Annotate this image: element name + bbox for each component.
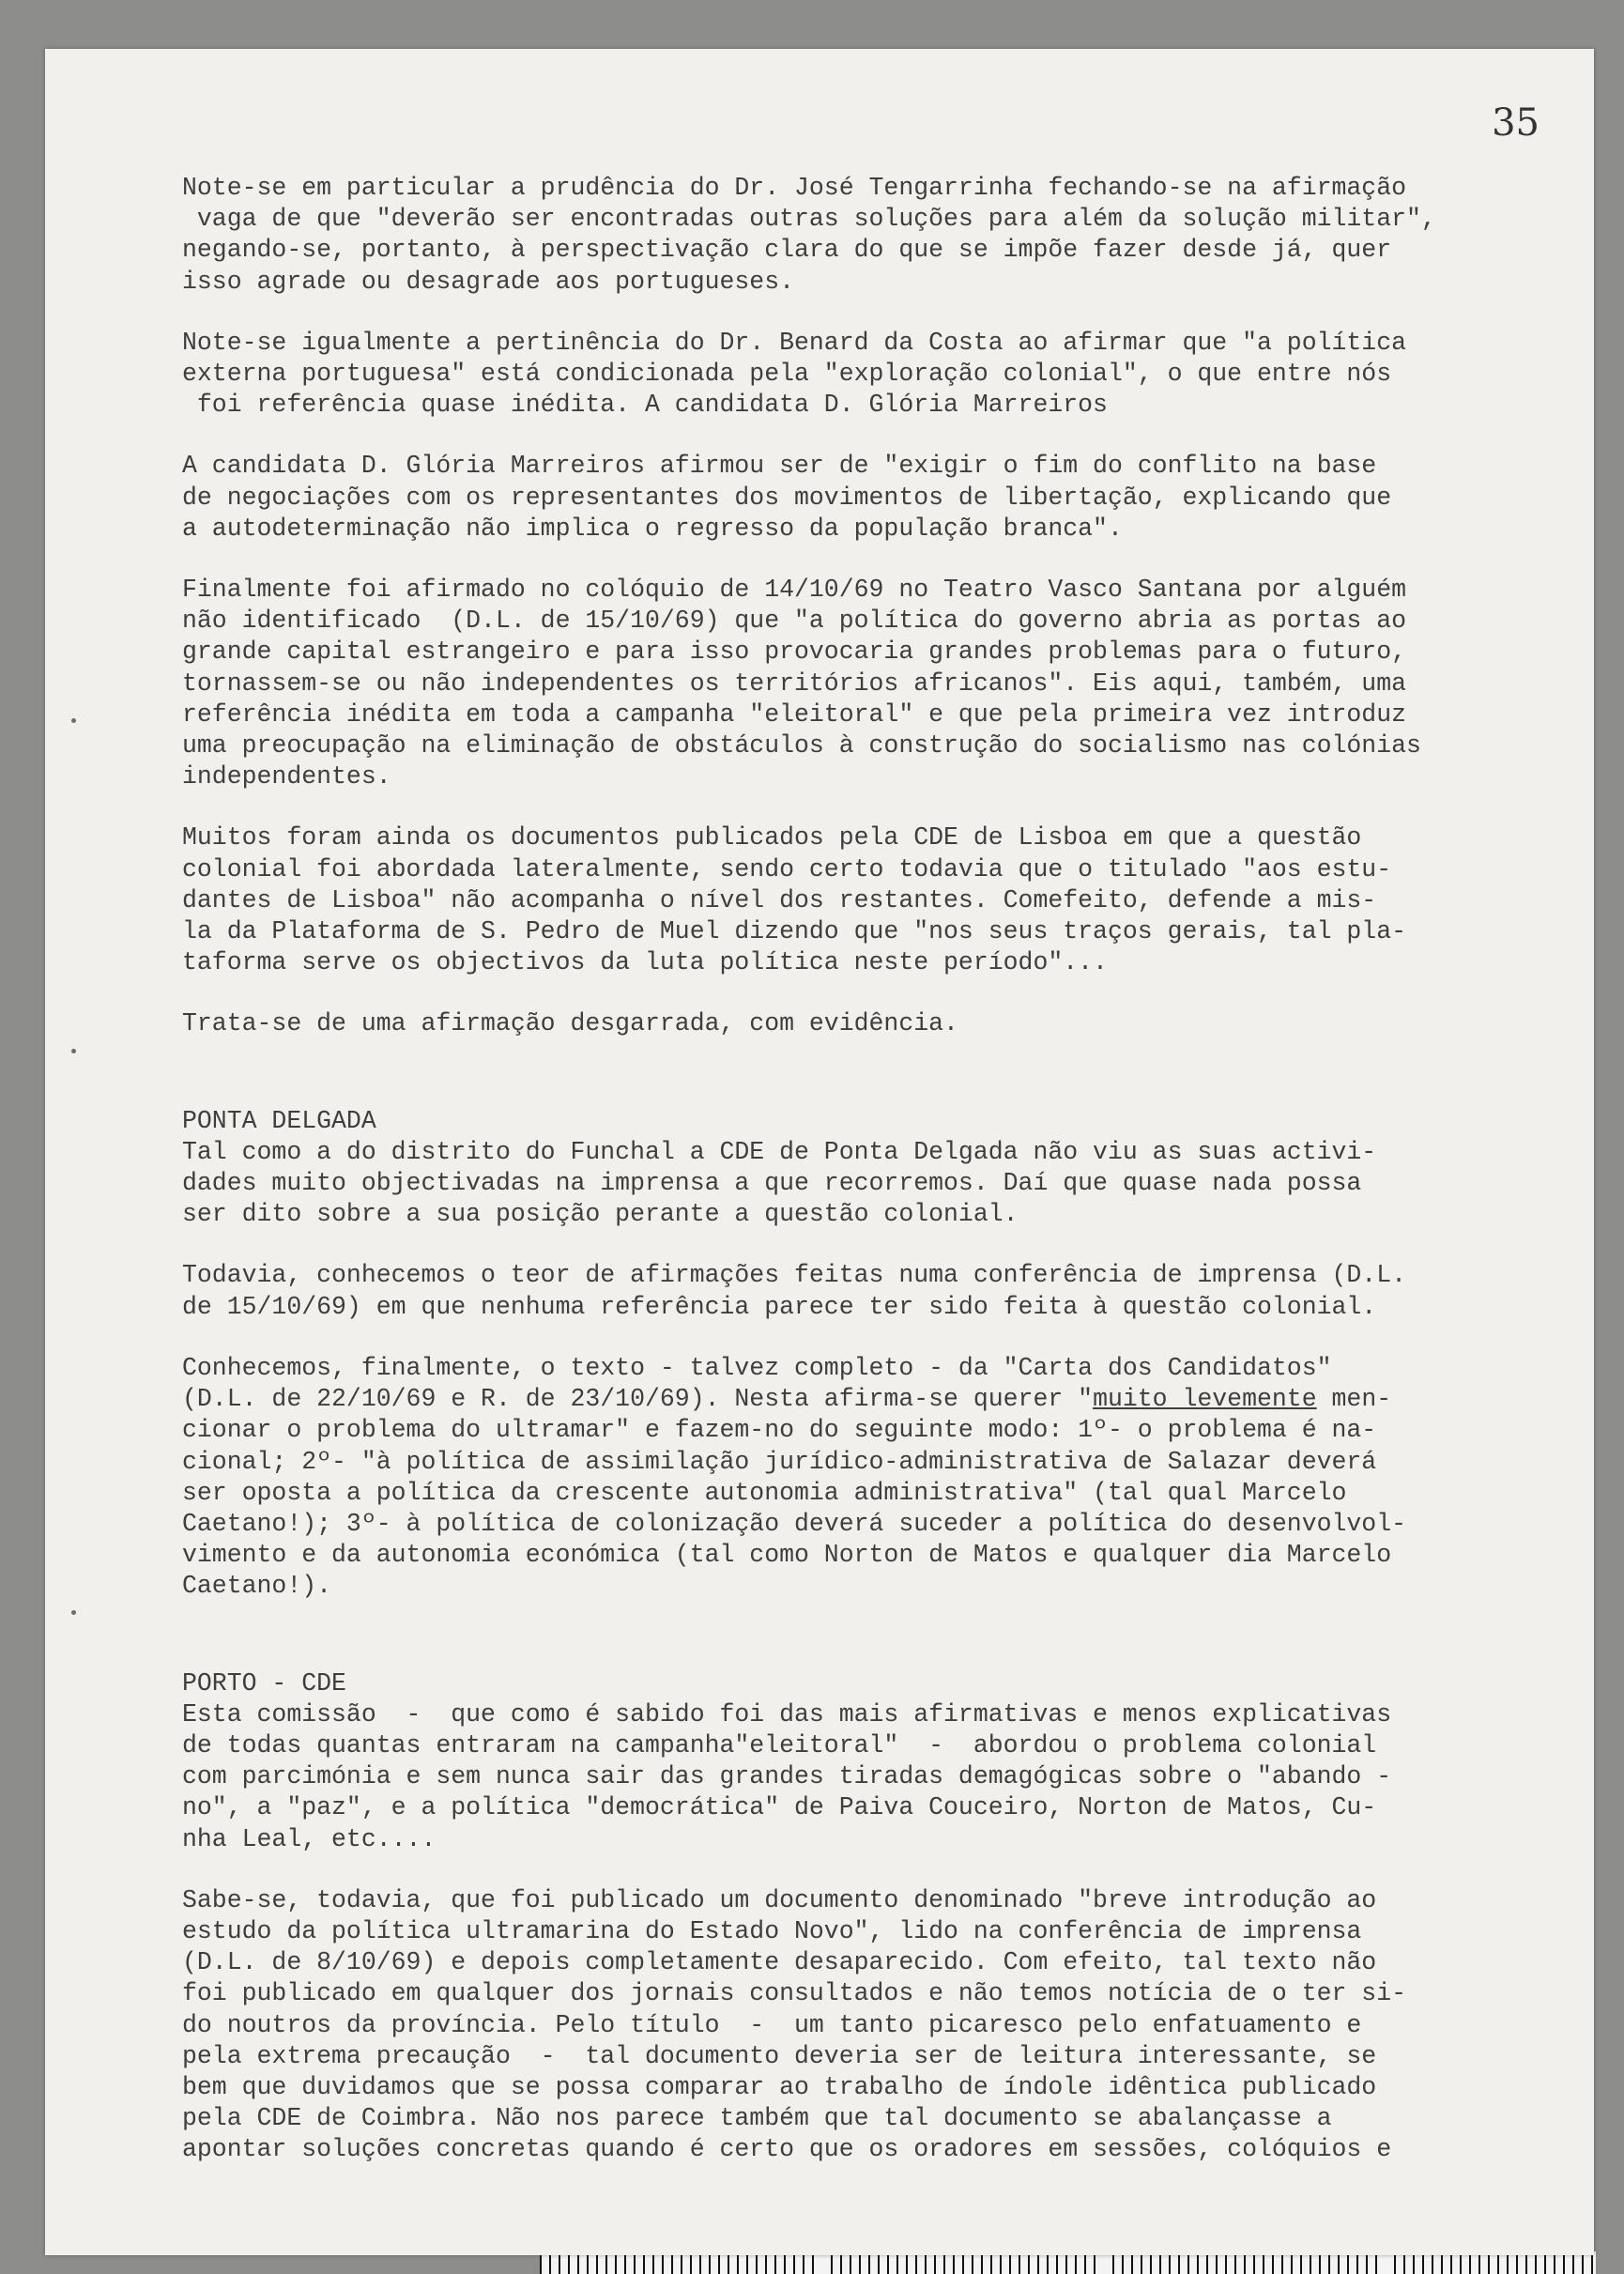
text-line: no", a "paz", e a política "democrática" de Paiva Couceiro, Norton de Matos, Cu- bbox=[182, 1793, 1377, 1822]
document-body bbox=[182, 173, 1534, 2196]
paragraph bbox=[182, 1008, 1534, 1039]
text-line: A candidata D. Glória Marreiros afirmou ser de "exigir o fim do conflito na base bbox=[182, 452, 1377, 481]
text-line: de 15/10/69) em que nenhuma referência parece ter sido feita à questão colonial. bbox=[182, 1292, 1377, 1321]
text-line: pela extrema precaução - tal documento deveria ser de leitura interessante, se bbox=[182, 2041, 1377, 2070]
text-line: isso agrade ou desagrade aos portugueses. bbox=[182, 267, 795, 296]
text-line: Note-se igualmente a pertinência do Dr. Benard da Costa ao afirmar que "a política bbox=[182, 328, 1407, 357]
text-line: Trata-se de uma afirmação desgarrada, com evidência. bbox=[182, 1009, 958, 1038]
text-line: cionar o problema do ultramar" e fazem-no do seguinte modo: 1º- o problema é na- bbox=[182, 1416, 1377, 1445]
punch-mark bbox=[71, 718, 76, 723]
paragraph bbox=[182, 451, 1534, 545]
paragraph bbox=[182, 822, 1534, 978]
text-line: nha Leal, etc.... bbox=[182, 1824, 437, 1853]
text-line: pela CDE de Coimbra. Não nos parece também que tal documento se abalançasse a bbox=[182, 2104, 1332, 2133]
text-line bbox=[182, 1384, 1534, 1415]
paragraph bbox=[182, 173, 1534, 298]
text-line: externa portuguesa" está condicionada pela "exploração colonial", o que entre nós bbox=[182, 360, 1392, 389]
text-line: Caetano!); 3º- à política de colonização deverá suceder a política do desenvolvol- bbox=[182, 1509, 1407, 1538]
text-line: negando-se, portanto, à perspectivação clara do que se impõe fazer desde já, quer bbox=[182, 236, 1392, 265]
paragraph bbox=[182, 1137, 1534, 1231]
punch-mark bbox=[71, 1610, 76, 1615]
paragraph bbox=[182, 1699, 1534, 1855]
text-line: la da Plataforma de S. Pedro de Muel dizendo que "nos seus traços gerais, tal pla- bbox=[182, 917, 1407, 946]
paragraph bbox=[182, 1353, 1534, 1603]
text-fragment: men- bbox=[1316, 1385, 1392, 1414]
text-line: Caetano!). bbox=[182, 1572, 332, 1601]
paragraph bbox=[182, 575, 1534, 792]
text-line: Sabe-se, todavia, que foi publicado um documento denominado "breve introdução ao bbox=[182, 1885, 1377, 1914]
page-number: 35 bbox=[1492, 101, 1540, 145]
text-line: Note-se em particular a prudência do Dr. José Tengarrinha fechando-se na afirmação bbox=[182, 174, 1407, 202]
text-line: foi publicado em qualquer dos jornais consultados e não temos notícia de o ter si- bbox=[182, 1979, 1407, 2008]
section-ponta-delgada bbox=[182, 1070, 1534, 1603]
section-heading: PORTO - CDE bbox=[182, 1668, 346, 1698]
punch-mark bbox=[71, 1049, 76, 1053]
text-line: vaga de que "deverão ser encontradas outras soluções para além da solução militar", bbox=[182, 205, 1436, 234]
text-line: do noutros da província. Pelo título - um tanto picaresco pelo enfatuamento e bbox=[182, 2010, 1362, 2039]
text-line: uma preocupação na eliminação de obstáculos à construção do socialismo nas colónias bbox=[182, 731, 1421, 761]
text-line: colonial foi abordada lateralmente, sendo certo todavia que o titulado "aos estu- bbox=[182, 854, 1392, 883]
text-line: grande capital estrangeiro e para isso provocaria grandes problemas para o futuro, bbox=[182, 638, 1407, 667]
text-line: estudo da política ultramarina do Estado Novo", lido na conferência de imprensa bbox=[182, 1916, 1362, 1945]
text-line: foi referência quase inédita. A candidata D. Glória Marreiros bbox=[182, 391, 1108, 420]
section-body bbox=[182, 1137, 1534, 1323]
text-line: Tal como a do distrito do Funchal a CDE de Ponta Delgada não viu as suas activi- bbox=[182, 1137, 1377, 1166]
paragraph bbox=[182, 1885, 1534, 2166]
section-porto-cde bbox=[182, 1633, 1534, 2166]
text-line: ser dito sobre a sua posição perante a questão colonial. bbox=[182, 1200, 1019, 1229]
paragraph bbox=[182, 328, 1534, 422]
document-page bbox=[45, 49, 1594, 2255]
carta-rest bbox=[182, 1415, 1534, 1602]
section-heading: PONTA DELGADA bbox=[182, 1106, 376, 1135]
intro-section bbox=[182, 173, 1534, 1040]
text-line: bem que duvidamos que se possa comparar ao trabalho de índole idêntica publicado bbox=[182, 2072, 1377, 2101]
text-line: Muitos foram ainda os documentos publicados pela CDE de Lisboa em que a questão bbox=[182, 823, 1362, 853]
text-line: (D.L. de 8/10/69) e depois completamente desaparecido. Com efeito, tal texto não bbox=[182, 1948, 1377, 1977]
text-line: taforma serve os objectivos da luta política neste período"... bbox=[182, 948, 1108, 977]
underlined-text: muito levemente bbox=[1093, 1385, 1317, 1414]
text-line: Todavia, conhecemos o teor de afirmações feitas numa conferência de imprensa (D.L. bbox=[182, 1261, 1407, 1290]
text-line: Esta comissão - que como é sabido foi das mais afirmativas e menos explicativas bbox=[182, 1699, 1392, 1729]
text-line: dantes de Lisboa" não acompanha o nível dos restantes. Comefeito, defende a mis- bbox=[182, 885, 1377, 914]
text-line: referência inédita em toda a campanha "eleitoral" e que pela primeira vez introduz bbox=[182, 699, 1407, 729]
text-line: a autodeterminação não implica o regresso da população branca". bbox=[182, 514, 1123, 543]
text-line: cional; 2º- "à política de assimilação jurídico-administrativa de Salazar deverá bbox=[182, 1447, 1377, 1476]
text-line: dades muito objectivadas na imprensa a que recorremos. Daí que quase nada possa bbox=[182, 1169, 1362, 1198]
text-line: apontar soluções concretas quando é certo que os oradores em sessões, colóquios e bbox=[182, 2135, 1392, 2164]
text-line: não identificado (D.L. de 15/10/69) que "a política do governo abria as portas ao bbox=[182, 607, 1407, 636]
text-line: independentes. bbox=[182, 762, 391, 791]
text-line: ser oposta a política da crescente autonomia administrativa" (tal qual Marcelo bbox=[182, 1478, 1347, 1507]
text-line: com parcimónia e sem nunca sair das grandes tiradas demagógicas sobre o "abando - bbox=[182, 1762, 1392, 1791]
section-body bbox=[182, 1699, 1534, 2166]
paragraph bbox=[182, 1260, 1534, 1322]
text-line: Finalmente foi afirmado no colóquio de 14/10/69 no Teatro Vasco Santana por alguém bbox=[182, 576, 1407, 605]
text-fragment: (D.L. de 22/10/69 e R. de 23/10/69). Nesta afirma-se querer " bbox=[182, 1385, 1094, 1414]
text-line: Conhecemos, finalmente, o texto - talvez completo - da "Carta dos Candidatos" bbox=[182, 1353, 1332, 1382]
text-line: tornassem-se ou não independentes os territórios africanos". Eis aqui, também, uma bbox=[182, 668, 1407, 698]
text-line: vimento e da autonomia económica (tal como Norton de Matos e qualquer dia Marcelo bbox=[182, 1541, 1392, 1570]
text-line: de todas quantas entraram na campanha"eleitoral" - abordou o problema colonial bbox=[182, 1730, 1377, 1759]
text-line: de negociações com os representantes dos movimentos de libertação, explicando que bbox=[182, 483, 1392, 512]
